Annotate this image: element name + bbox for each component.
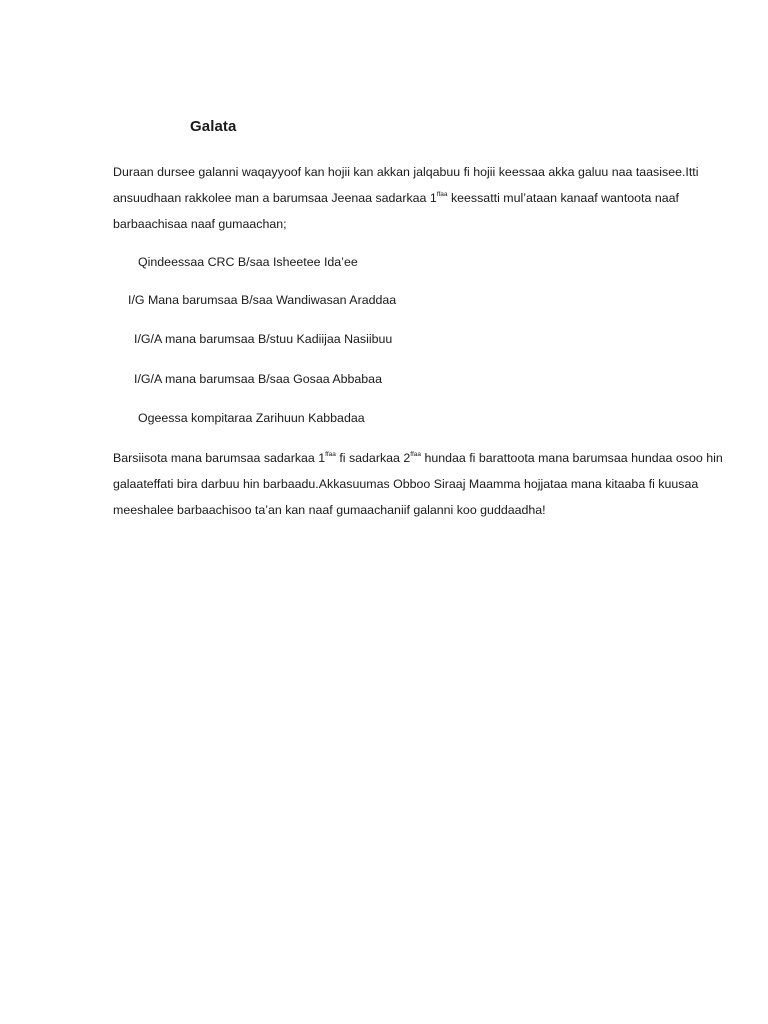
- closing-text-part2: fi sadarkaa 2: [335, 451, 411, 465]
- acknowledgement-item: I/G/A mana barumsaa B/saa Gosaa Abbabaa: [134, 372, 382, 386]
- ordinal-superscript: ffaa: [325, 451, 336, 458]
- intro-text-part2: keessatti mul’ataan kanaaf wantoota naaf barbaachisaa naaf gumaachan;: [113, 191, 679, 231]
- document-title: Galata: [190, 118, 237, 135]
- ordinal-superscript: ffaa: [410, 451, 421, 458]
- closing-text-part3: hundaa fi barattoota mana barumsaa hundaa osoo hin galaateffati bira darbuu hin barbaadu.Akkasuumas Obboo Siraaj Maamma hojjataa mana kitaaba fi kuusaa meeshalee barbaachisoo ta’an kan naaf gumaachaniif galanni koo guddaadha!: [113, 451, 723, 517]
- closing-paragraph: [113, 445, 725, 523]
- closing-text-part1: Barsiisota mana barumsaa sadarkaa 1: [113, 451, 326, 465]
- acknowledgement-item: I/G Mana barumsaa B/saa Wandiwasan Araddaa: [128, 293, 397, 307]
- intro-text-part1: Duraan dursee galanni waqayyoof kan hojii kan akkan jalqabuu fi hojii keessaa akka galuu naa taasisee.Itti ansuudhaan rakkolee man a barumsaa Jeenaa sadarkaa 1: [113, 165, 699, 205]
- ordinal-superscript: ffaa: [436, 191, 448, 198]
- acknowledgement-item: I/G/A mana barumsaa B/stuu Kadiijaa Nasiibuu: [134, 332, 393, 346]
- acknowledgement-item: Qindeessaa CRC B/saa Isheetee Ida’ee: [138, 255, 358, 269]
- intro-paragraph: [113, 159, 725, 237]
- acknowledgement-item: Ogeessa kompitaraa Zarihuun Kabbadaa: [138, 411, 365, 425]
